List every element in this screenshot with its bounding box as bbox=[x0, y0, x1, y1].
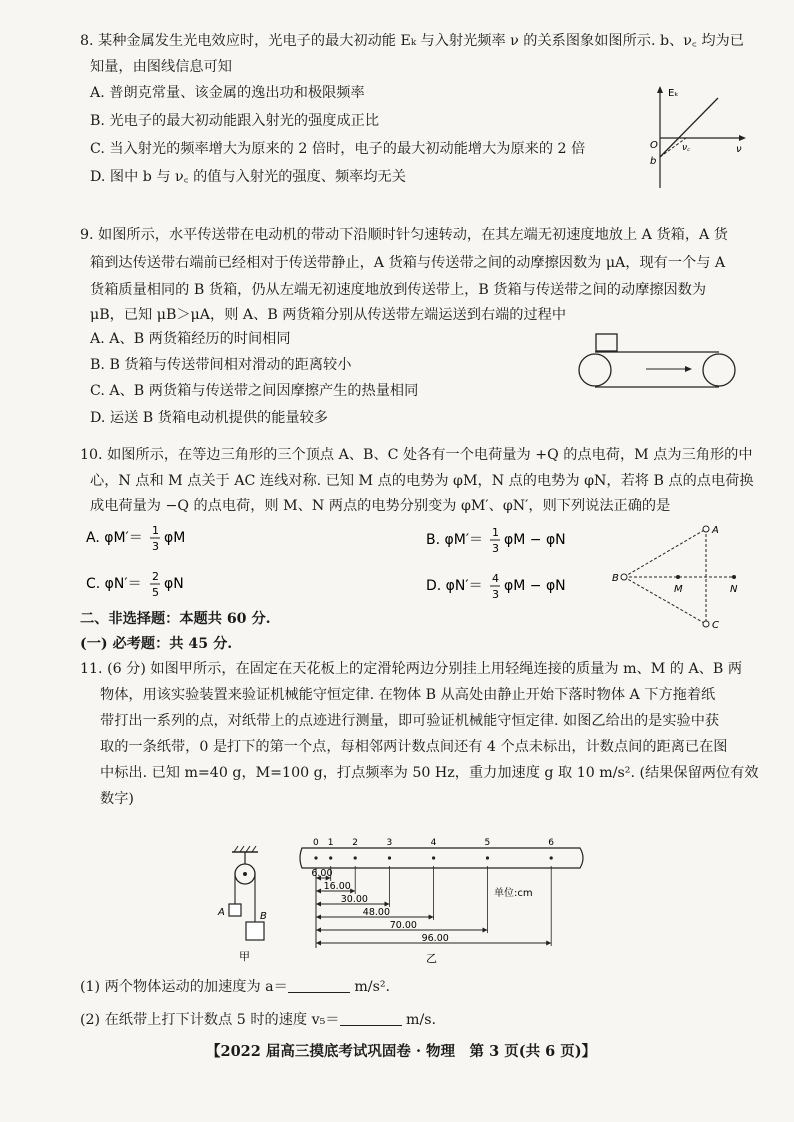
q11-block-b bbox=[246, 922, 264, 940]
q11-arrow-head-left bbox=[316, 928, 321, 933]
q11-tape-point-label: 6 bbox=[548, 838, 554, 848]
q11-arrow-head-right bbox=[429, 915, 434, 920]
q9-left-wheel bbox=[579, 354, 611, 386]
q11-sub1 bbox=[80, 978, 390, 996]
q11-tape-point-label: 0 bbox=[313, 838, 319, 848]
q10-a-prefix: A. φM′＝ bbox=[86, 530, 143, 546]
q11-distance-label: 6.00 bbox=[311, 868, 333, 879]
q11-tape-dot bbox=[329, 856, 332, 859]
q11-arrow-head-left bbox=[316, 889, 321, 894]
q10-a-den: 3 bbox=[152, 540, 159, 553]
q10-triangle-figure bbox=[610, 520, 750, 634]
q10-label-m: M bbox=[674, 584, 683, 595]
q10-charge-c bbox=[703, 621, 709, 627]
q11-tape-point-label: 1 bbox=[327, 838, 334, 848]
q9-conveyor-figure bbox=[574, 330, 740, 392]
q11-arrow-head-right bbox=[385, 902, 390, 907]
q8-vc-label: ν꜀ bbox=[682, 143, 691, 153]
q10-b-den: 3 bbox=[492, 542, 499, 555]
q11-tape-dot bbox=[432, 856, 435, 859]
q11-tape-point-label: 4 bbox=[430, 838, 437, 848]
q11-tape-dot bbox=[314, 856, 317, 859]
q11-sub1-text: (1) 两个物体运动的加速度为 a＝ bbox=[80, 979, 288, 995]
q10-d-prefix: D. φN′＝ bbox=[426, 578, 483, 594]
q11-sub2-answer-blank[interactable] bbox=[340, 1011, 402, 1026]
q11-pulley-figure bbox=[210, 840, 280, 965]
q11-distance-label: 48.00 bbox=[362, 907, 391, 918]
q11-tape-figure bbox=[296, 836, 588, 966]
q11-tape-dot bbox=[354, 856, 357, 859]
q11-distance-label: 30.00 bbox=[340, 894, 368, 905]
q8-stem-line1: 8. 某种金属发生光电效应时，光电子的最大初动能 Eₖ 与入射光频率 ν 的关系图象如图所示. b、ν꜀ 均为已 bbox=[80, 33, 744, 49]
q8-option-c: C. 当入射光的频率增大为原来的 2 倍时，电子的最大初动能增大为原来的 2 倍 bbox=[90, 141, 586, 157]
q11-arrow-head-left bbox=[316, 902, 321, 907]
q11-label-a: A bbox=[218, 907, 225, 918]
q11-stem-line4: 取的一条纸带，0 是打下的第一个点，每相邻两计数点间还有 4 个点未标出，计数点间的距离已在图 bbox=[100, 739, 728, 755]
q10-edge-bc bbox=[624, 577, 706, 624]
q11-stem-line1: 11. (6 分) 如图甲所示，在固定在天花板上的定滑轮两边分别挂上用轻绳连接的质量为 m、M 的 A、B 两 bbox=[80, 661, 743, 677]
q11-sub2 bbox=[80, 1011, 436, 1029]
q11-block-a bbox=[229, 904, 241, 916]
q8-x-label: ν bbox=[736, 144, 742, 155]
page-footer: 【2022 届高三摸底考试巩固卷 · 物理 第 3 页(共 6 页)】 bbox=[206, 1043, 597, 1060]
q8-x-arrow bbox=[739, 135, 746, 141]
q10-label-a: A bbox=[712, 525, 719, 536]
q11-arrow-head-right bbox=[350, 889, 355, 894]
q10-b-prefix: B. φM′＝ bbox=[426, 532, 483, 548]
q11-tape-point-label: 3 bbox=[386, 838, 393, 848]
q8-y-arrow bbox=[657, 86, 663, 93]
q9-cargo-box bbox=[596, 334, 617, 351]
q11-arrow-head-right bbox=[546, 941, 551, 946]
q9-option-b: B. B 货箱与传送带间相对滑动的距离较小 bbox=[90, 357, 352, 373]
q8-ek-graph bbox=[638, 78, 748, 190]
q10-c-den: 5 bbox=[152, 586, 159, 599]
q10-option-d bbox=[426, 568, 596, 604]
q10-option-c bbox=[86, 566, 226, 602]
q11-sub2-unit: m/s. bbox=[406, 1012, 437, 1028]
q10-option-a bbox=[86, 520, 226, 556]
q10-label-c: C bbox=[712, 620, 719, 631]
q10-point-n bbox=[732, 575, 736, 579]
q10-d-den: 3 bbox=[492, 588, 499, 601]
q11-ceiling-hatch bbox=[246, 846, 250, 852]
q11-stem-line3: 带打出一系列的点，对纸带上的点迹进行测量，即可验证机械能守恒定律. 如图乙给出的是实验中获 bbox=[100, 713, 720, 729]
q9-stem-line1: 9. 如图所示，水平传送带在电动机的带动下沿顺时针匀速转动，在其左端无初速度地放上 A 货箱，A 货 bbox=[80, 227, 728, 243]
q9-option-d: D. 运送 B 货箱电动机提供的能量较多 bbox=[90, 410, 328, 426]
q10-b-suffix: φM − φN bbox=[504, 532, 566, 548]
q9-stem-line2: 箱到达传送带右端前已经相对于传送带静止，A 货箱与传送带之间的动摩擦因数为 μA，现有一个与 A bbox=[90, 255, 726, 271]
q10-c-prefix: C. φN′＝ bbox=[86, 576, 142, 592]
q8-stem-line2: 知量，由图线信息可知 bbox=[90, 59, 232, 75]
q8-option-b: B. 光电子的最大初动能跟入射光的强度成正比 bbox=[90, 113, 380, 129]
q11-tape-dot bbox=[486, 856, 489, 859]
q10-charge-a bbox=[703, 526, 709, 532]
q11-tape-point-label: 5 bbox=[484, 838, 491, 848]
q11-sub1-unit: m/s². bbox=[354, 979, 391, 995]
q11-unit-label: 单位:cm bbox=[494, 888, 533, 899]
section2-title: 二、非选择题：本题共 60 分. bbox=[80, 611, 271, 627]
q9-stem-line4: μB，已知 μB＞μA，则 A、B 两货箱分别从传送带左端运送到右端的过程中 bbox=[90, 307, 567, 323]
q8-origin-label: O bbox=[650, 140, 658, 151]
q10-label-n: N bbox=[730, 584, 738, 595]
q8-option-d: D. 图中 b 与 ν꜀ 的值与入射光的强度、频率均无关 bbox=[90, 169, 406, 185]
q8-y-label: Eₖ bbox=[668, 88, 679, 99]
q10-stem-line1: 10. 如图所示，在等边三角形的三个顶点 A、B、C 处各有一个电荷量为 +Q 的点电荷，M 点为三角形的中 bbox=[80, 447, 753, 463]
q11-ceiling-hatch bbox=[240, 846, 244, 852]
section2-subtitle: (一) 必考题：共 45 分. bbox=[80, 636, 233, 652]
q10-c-num: 2 bbox=[152, 570, 159, 583]
q11-stem-line2: 物体，用该实验装置来验证机械能守恒定律. 在物体 B 从高处由静止开始下落时物体 A 下方拖着纸 bbox=[100, 687, 716, 703]
q11-distance-label: 16.00 bbox=[323, 881, 351, 892]
q11-distance-label: 96.00 bbox=[421, 933, 449, 944]
q11-stem-line5: 中标出. 已知 m=40 g，M=100 g，打点频率为 50 Hz，重力加速度 g 取 10 m/s². (结果保留两位有效 bbox=[100, 765, 759, 781]
q10-charge-b bbox=[621, 574, 627, 580]
q11-tape-point-label: 2 bbox=[352, 838, 358, 848]
q10-stem-line2: 心，N 点和 M 点关于 AC 连线对称. 已知 M 点的电势为 φM，N 点的电势为 φN，若将 B 点的点电荷换 bbox=[90, 473, 754, 489]
q11-distance-label: 70.00 bbox=[389, 920, 417, 931]
q10-c-suffix: φN bbox=[164, 576, 184, 592]
q11-sub1-answer-blank[interactable] bbox=[288, 978, 350, 993]
q9-option-a: A. A、B 两货箱经历的时间相同 bbox=[90, 331, 291, 347]
q10-a-suffix: φM bbox=[164, 530, 186, 546]
q11-arrow-head-left bbox=[316, 915, 321, 920]
q10-d-num: 4 bbox=[492, 572, 499, 585]
q10-point-m bbox=[676, 575, 680, 579]
q9-right-wheel bbox=[703, 354, 735, 386]
q10-stem-line3: 成电荷量为 −Q 的点电荷，则 M、N 两点的电势分别变为 φM′、φN′，则下列说法正确的是 bbox=[90, 498, 671, 514]
q8-b-label: b bbox=[650, 156, 657, 167]
q11-ceiling-hatch bbox=[234, 846, 238, 852]
q11-paper-tape bbox=[300, 848, 583, 868]
q8-option-a: A. 普朗克常量、该金属的逸出功和极限频率 bbox=[90, 85, 365, 101]
q11-tape-dot bbox=[550, 856, 553, 859]
q11-label-b: B bbox=[260, 911, 267, 922]
q10-edge-ba bbox=[624, 529, 706, 577]
q11-arrow-head-right bbox=[483, 928, 488, 933]
q10-b-num: 1 bbox=[492, 526, 499, 539]
q10-a-num: 1 bbox=[152, 524, 159, 537]
q9-option-c: C. A、B 两货箱与传送带之间因摩擦产生的热量相同 bbox=[90, 383, 419, 399]
q10-option-b bbox=[426, 522, 596, 558]
q11-stem-line6: 数字) bbox=[100, 791, 134, 807]
q11-arrow-head-left bbox=[316, 941, 321, 946]
q10-label-b: B bbox=[612, 573, 619, 584]
q11-pulley-axle bbox=[243, 872, 247, 876]
q11-sub2-text: (2) 在纸带上打下计数点 5 时的速度 v₅＝ bbox=[80, 1012, 340, 1028]
q9-stem-line3: 货箱质量相同的 B 货箱，仍从左端无初速度地放到传送带上，B 货箱与传送带之间的动摩擦因数为 bbox=[90, 282, 707, 298]
q11-label-yi: 乙 bbox=[426, 952, 437, 965]
q11-tape-dot bbox=[388, 856, 391, 859]
q11-label-jia: 甲 bbox=[239, 950, 250, 963]
q10-d-suffix: φM − φN bbox=[504, 578, 566, 594]
q11-ceiling-hatch bbox=[252, 846, 256, 852]
q9-arrow-head bbox=[685, 366, 692, 372]
